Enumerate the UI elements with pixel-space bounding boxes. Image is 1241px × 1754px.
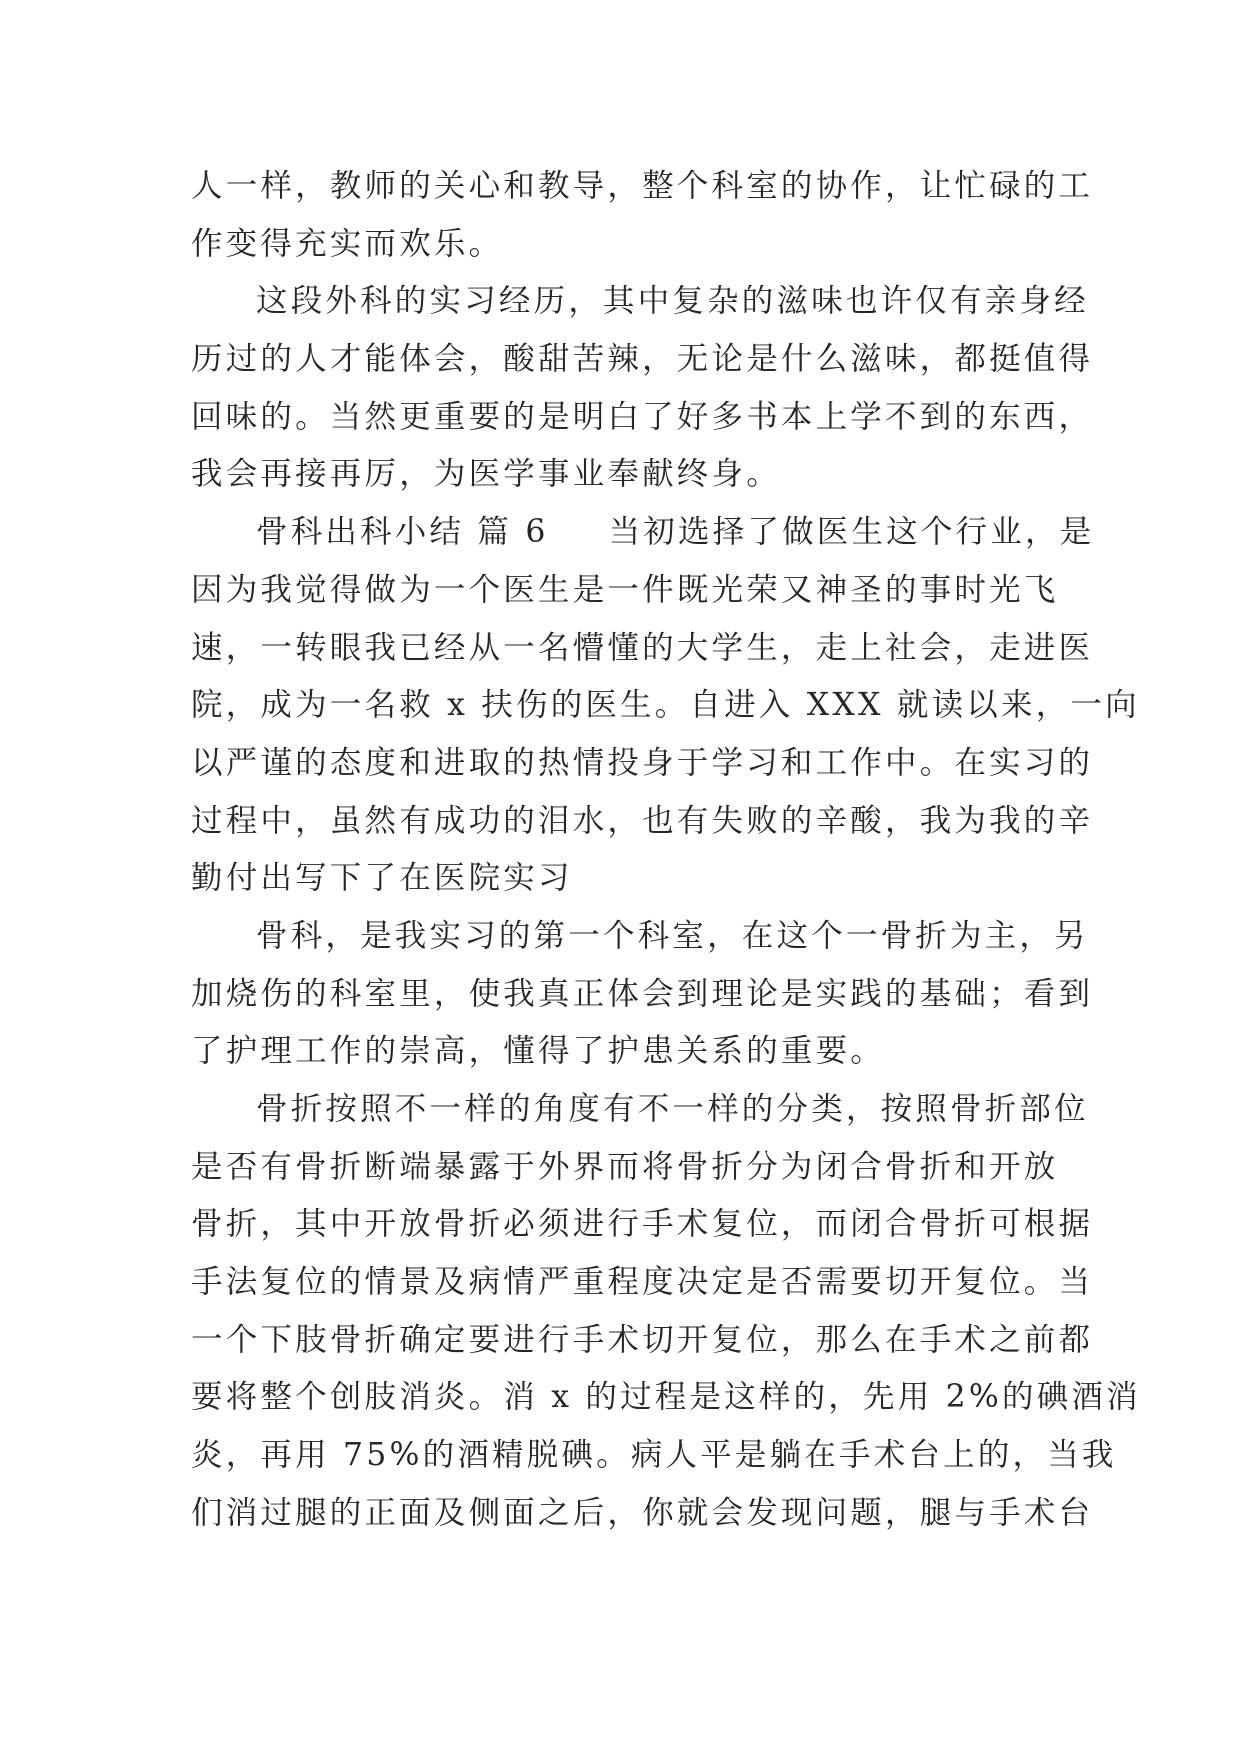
text-line: 骨折按照不一样的角度有不一样的分类，按照骨折部位 <box>256 1091 1089 1127</box>
text-line: 因为我觉得做为一个医生是一件既光荣又神圣的事时光飞 <box>191 571 1059 608</box>
text-line: 当初选择了做医生这个行业，是 <box>608 514 1095 551</box>
text-line: 了护理工作的崇高，懂得了护患关系的重要。 <box>191 1033 886 1070</box>
text-line: 要将整个创肢消炎。消 x 的过程是这样的，先用 2%的碘酒消 <box>191 1379 1141 1416</box>
text-line: 们消过腿的正面及侧面之后，你就会发现问题，腿与手术台 <box>191 1494 1094 1531</box>
text-line: 我会再接再厉，为医学事业奉献终身。 <box>191 456 781 493</box>
text-line: 是否有骨折断端暴露于外界而将骨折分为闭合骨折和开放 <box>191 1148 1059 1185</box>
text-line: 手法复位的情景及病情严重程度决定是否需要切开复位。当 <box>191 1264 1094 1301</box>
text-line: 院，成为一名救 x 扶伤的医生。自进入 XXX 就读以来，一向 <box>191 687 1140 724</box>
text-line: 这段外科的实习经历，其中复杂的滋味也许仅有亲身经 <box>256 283 1089 320</box>
section-title-line <box>191 504 1095 562</box>
text-line: 骨折，其中开放骨折必须进行手术复位，而闭合骨折可根据 <box>191 1206 1094 1243</box>
text-line: 以严谨的态度和进取的热情投身于学习和工作中。在实习的 <box>191 744 1094 781</box>
section-title: 骨科出科小结 篇 6 <box>256 514 549 551</box>
text-line: 一个下肢骨折确定要进行手术切开复位，那么在手术之前都 <box>191 1321 1094 1358</box>
text-line: 回味的。当然更重要的是明白了好多书本上学不到的东西， <box>191 398 1094 435</box>
document-body <box>191 158 1141 1543</box>
text-line: 人一样，教师的关心和教导，整个科室的协作，让忙碌的工 <box>191 168 1094 204</box>
text-line: 加烧伤的科室里，使我真正体会到理论是实践的基础；看到 <box>191 975 1094 1012</box>
text-line: 作变得充实而欢乐。 <box>191 225 504 262</box>
text-line: 勤付出写下了在医院实习 <box>191 860 573 897</box>
text-line: 炎，再用 75%的酒精脱碘。病人平是躺在手术台上的，当我 <box>191 1437 1117 1474</box>
text-line: 过程中，虽然有成功的泪水，也有失败的辛酸，我为我的辛 <box>191 802 1094 839</box>
text-line: 骨科，是我实习的第一个科室，在这个一骨折为主，另 <box>256 917 1089 954</box>
text-line: 速，一转眼我已经从一名懵懂的大学生，走上社会，走进医 <box>191 629 1094 666</box>
text-line: 历过的人才能体会，酸甜苦辣，无论是什么滋味，都挺值得 <box>191 341 1094 378</box>
